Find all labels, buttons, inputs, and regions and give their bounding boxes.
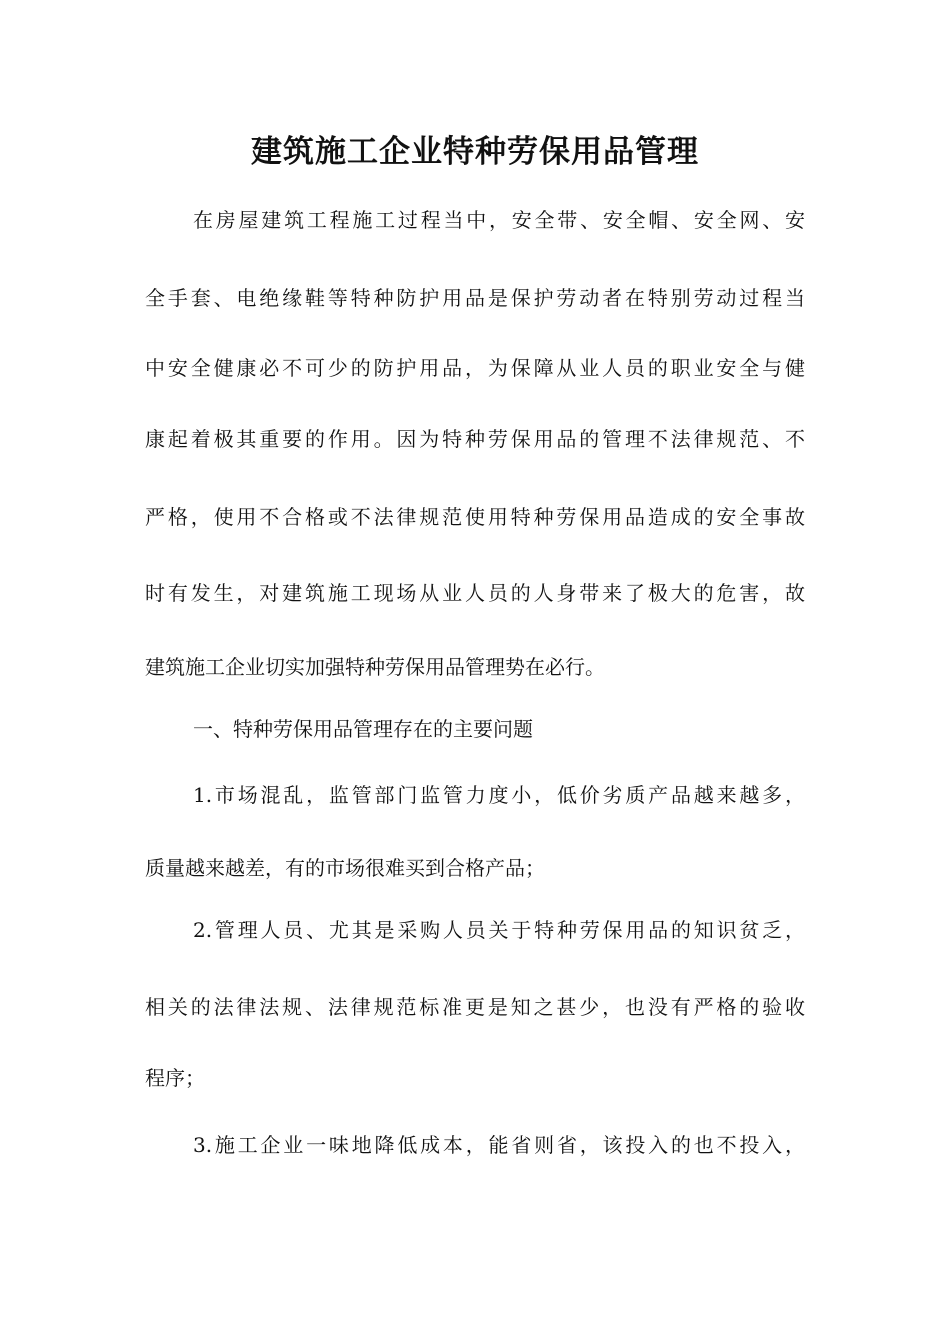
document-title: 建筑施工企业特种劳保用品管理 [251, 134, 699, 170]
list-item-line: 2.管理人员、尤其是采购人员关于特种劳保用品的知识贫乏， [193, 918, 805, 942]
paragraph-line: 建筑施工企业切实加强特种劳保用品管理势在必行。 [145, 655, 605, 679]
list-item-line: 1.市场混乱，监管部门监管力度小，低价劣质产品越来越多， [193, 783, 805, 807]
section-heading: 一、特种劳保用品管理存在的主要问题 [193, 717, 533, 741]
paragraph-line: 中安全健康必不可少的防护用品，为保障从业人员的职业安全与健 [145, 356, 805, 380]
paragraph-line: 时有发生，对建筑施工现场从业人员的人身带来了极大的危害，故 [145, 581, 805, 605]
list-item-line: 质量越来越差，有的市场很难买到合格产品； [145, 856, 545, 880]
list-item-line: 相关的法律法规、法律规范标准更是知之甚少，也没有严格的验收 [145, 995, 805, 1019]
paragraph-line: 全手套、电绝缘鞋等特种防护用品是保护劳动者在特别劳动过程当 [145, 286, 805, 310]
paragraph-line: 康起着极其重要的作用。因为特种劳保用品的管理不法律规范、不 [145, 427, 805, 451]
paragraph-line: 严格，使用不合格或不法律规范使用特种劳保用品造成的安全事故 [145, 505, 805, 529]
paragraph-line: 在房屋建筑工程施工过程当中，安全带、安全帽、安全网、安 [193, 208, 805, 232]
list-item-line: 程序； [145, 1066, 205, 1090]
list-item-line: 3.施工企业一味地降低成本，能省则省，该投入的也不投入， [193, 1133, 805, 1157]
